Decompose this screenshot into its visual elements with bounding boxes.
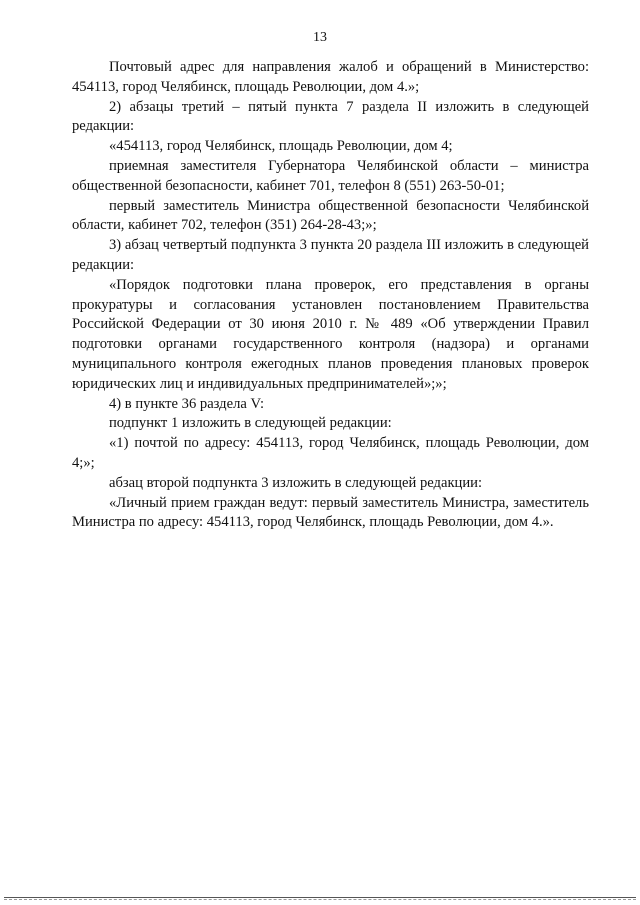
page-number: 13	[313, 30, 327, 45]
paragraph-postal-address: Почтовый адрес для направления жалоб и обращений в Министерство: 454113, город Челябинск, площадь Революции, дом 4.»;	[72, 59, 589, 95]
paragraph-first-deputy: первый заместитель Министра общественной безопасности Челябинской области, кабинет 702, телефон (351) 264-28-43;»;	[72, 197, 589, 234]
paragraph-subitem-3: абзац второй подпункта 3 изложить в следующей редакции:	[109, 474, 483, 491]
paragraph-reception: приемная заместителя Губернатора Челябинской области – министра общественной безопасности, кабинет 701, телефон 8 (551) 263-50-01;	[72, 157, 589, 194]
document-body	[72, 58, 589, 533]
paragraph-item-2: 2) абзацы третий – пятый пункта 7 раздела II изложить в следующей редакции:	[72, 98, 589, 135]
paragraph-item-3: 3) абзац четвертый подпункта 3 пункта 20 раздела III изложить в следующей редакции:	[72, 237, 589, 273]
paragraph-address-quote: «454113, город Челябинск, площадь Революции, дом 4;	[109, 138, 453, 155]
paragraph-by-mail: «1) почтой по адресу: 454113, город Челябинск, площадь Революции, дом 4;»;	[72, 435, 589, 471]
bottom-scan-edge-secondary	[4, 899, 636, 900]
paragraph-personal-reception: «Личный прием граждан ведут: первый заместитель Министра, заместитель Министра по адресу: 454113, город Челябинск, площадь Революции, дом 4.».	[72, 494, 589, 531]
bottom-scan-edge	[4, 897, 636, 898]
paragraph-inspection-procedure: «Порядок подготовки плана проверок, его представления в органы прокуратуры и согласования установлен постановлением Правительства Российской Федерации от 30 июня 2010 г. № 489 «Об утверждении Правил подготовки органами государственного контроля (надзора) и органами муниципального контроля ежегодных планов проведения плановых проверок юридических лиц и индивидуальных предпринимателей»;»;	[72, 276, 589, 392]
paragraph-item-4: 4) в пункте 36 раздела V:	[109, 395, 265, 412]
paragraph-subitem-1: подпункт 1 изложить в следующей редакции:	[109, 415, 392, 432]
